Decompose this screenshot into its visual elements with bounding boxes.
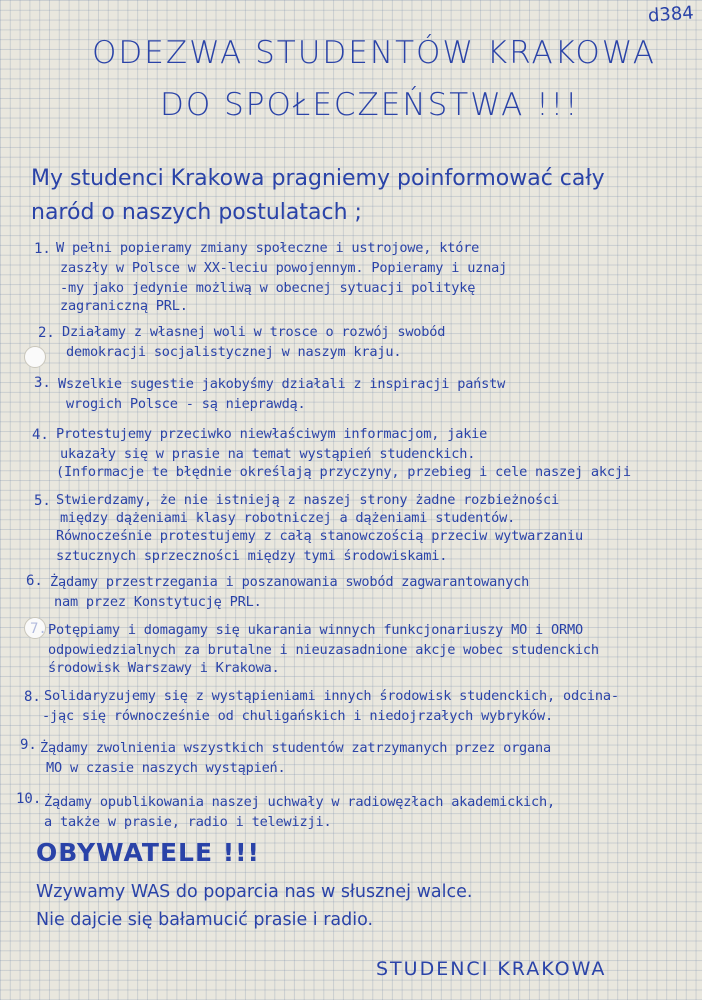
- archive-reference: d384: [647, 2, 695, 27]
- title-line-2: DO SPOŁECZEŃSTWA !!!: [160, 87, 580, 123]
- point-6-number: 6.: [26, 573, 43, 589]
- intro-line-1: My studenci Krakowa pragniemy poinformować cały: [31, 166, 605, 191]
- point-7-line-3: środowisk Warszawy i Krakowa.: [48, 660, 280, 676]
- point-1-line-2: zaszły w Polsce w XX-leciu powojennym. Popieramy i uznaj: [60, 260, 508, 276]
- point-4-line-3: (Informacje te błędnie określają przyczyny, przebieg i cele naszej akcji: [56, 464, 631, 480]
- point-5-line-4: sztucznych sprzeczności między tymi środowiskami.: [56, 548, 448, 564]
- point-2-line-1: Działamy z własnej woli w trosce o rozwój swobód: [62, 324, 446, 340]
- title-line-1: ODEZWA STUDENTÓW KRAKOWA: [92, 35, 656, 71]
- point-4-number: 4.: [32, 427, 49, 443]
- point-9-line-2: MO w czasie naszych wystąpień.: [46, 760, 286, 776]
- point-10-line-2: a także w prasie, radio i telewizji.: [44, 814, 332, 830]
- point-4-line-2: ukazały się w prasie na temat wystąpień studenckich.: [60, 446, 476, 462]
- point-7-number: 7.: [30, 621, 47, 637]
- point-1-number: 1.: [34, 241, 51, 257]
- point-9-number: 9.: [20, 737, 37, 753]
- point-3-number: 3.: [34, 375, 51, 391]
- point-8-line-2: -jąc się równocześnie od chuligańskich i niedojrzałych wybryków.: [42, 708, 553, 724]
- point-5-line-2: między dążeniami klasy robotniczej a dążeniami studentów.: [60, 510, 516, 526]
- intro-line-2: naród o naszych postulatach ;: [31, 200, 362, 225]
- point-9-line-1: Żądamy zwolnienia wszystkich studentów zatrzymanych przez organa: [40, 740, 551, 756]
- appeal-heading: OBYWATELE !!!: [36, 838, 260, 867]
- point-5-number: 5.: [34, 493, 51, 509]
- punch-hole-top: [24, 346, 46, 368]
- point-4-line-1: Protestujemy przeciwko niewłaściwym informacjom, jakie: [56, 426, 488, 442]
- point-10-line-1: Żądamy opublikowania naszej uchwały w radiowęzłach akademickich,: [44, 794, 555, 810]
- point-7-line-2: odpowiedzialnych za brutalne i nieuzasadnione akcje wobec studenckich: [48, 642, 599, 658]
- point-6-line-1: Żądamy przestrzegania i poszanowania swobód zagwarantowanych: [50, 574, 530, 590]
- point-6-line-2: nam przez Konstytucję PRL.: [54, 594, 262, 610]
- appeal-line-2: Nie dajcie się bałamucić prasie i radio.: [36, 910, 374, 930]
- signature: STUDENCI KRAKOWA: [376, 958, 607, 980]
- appeal-line-1: Wzywamy WAS do poparcia nas w słusznej walce.: [36, 882, 473, 902]
- point-2-line-2: demokracji socjalistycznej w naszym kraju.: [66, 344, 402, 360]
- point-10-number: 10.: [16, 791, 42, 807]
- point-2-number: 2.: [38, 325, 55, 341]
- point-5-line-3: Równocześnie protestujemy z całą stanowczością przeciw wytwarzaniu: [56, 528, 583, 544]
- point-1-line-3: -my jako jedynie możliwą w obecnej sytuacji politykę: [60, 280, 476, 296]
- point-5-line-1: Stwierdzamy, że nie istnieją z naszej strony żadne rozbieżności: [56, 492, 560, 508]
- point-3-line-1: Wszelkie sugestie jakobyśmy działali z inspiracji państw: [58, 376, 506, 392]
- point-1-line-1: W pełni popieramy zmiany społeczne i ustrojowe, które: [56, 240, 480, 256]
- point-8-line-1: Solidaryzujemy się z wystąpieniami innych środowisk studenckich, odcina-: [44, 688, 619, 704]
- point-3-line-2: wrogich Polsce - są nieprawdą.: [66, 396, 306, 412]
- point-7-line-1: Potępiamy i domagamy się ukarania winnych funkcjonariuszy MO i ORMO: [48, 622, 583, 638]
- point-1-line-4: zagraniczną PRL.: [60, 298, 188, 314]
- point-8-number: 8.: [24, 689, 41, 705]
